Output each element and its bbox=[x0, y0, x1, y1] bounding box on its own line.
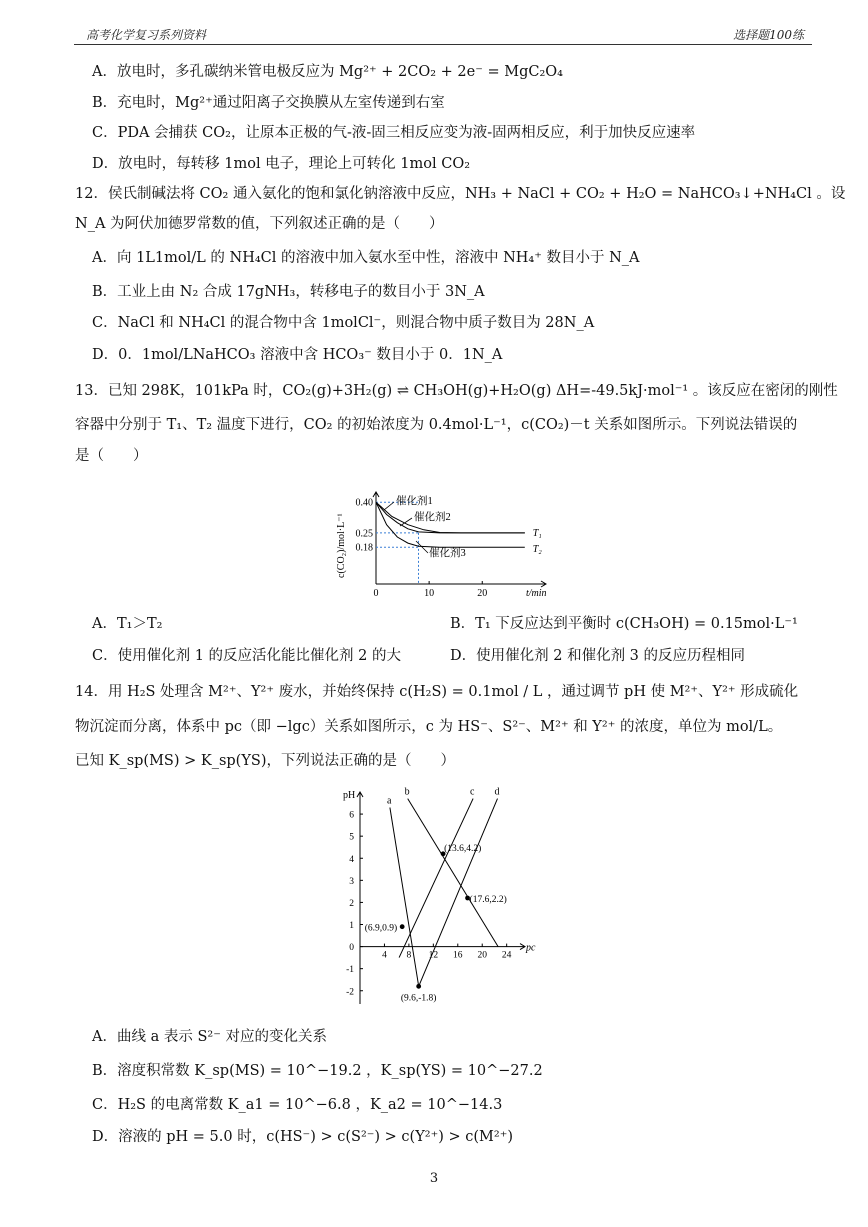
x-tick-label: 20 bbox=[477, 950, 487, 961]
series-label-c: c bbox=[470, 786, 475, 798]
q14-option-d: D．溶液的 pH = 5.0 时，c(HS⁻) > c(S²⁻) > c(Y²⁺) > c(M²⁺) bbox=[92, 1129, 514, 1145]
q12-stem-line2: N_A 为阿伏加德罗常数的值，下列叙述正确的是（ ） bbox=[75, 216, 444, 232]
y-tick-label: 6 bbox=[349, 810, 354, 821]
q11-option-c: C．PDA 会捕获 CO₂，让原本正极的气-液-固三相反应变为液-固两相反应，利于加快反应速率 bbox=[92, 125, 696, 141]
x-tick-label: 16 bbox=[453, 950, 463, 961]
q13-option-a: A．T₁＞T₂ bbox=[92, 616, 163, 632]
q14-option-c: C．H₂S 的电离常数 K_a1 = 10^−6.8 ，K_a2 = 10^−14.3 bbox=[92, 1097, 503, 1113]
point-label: (17.6,2.2) bbox=[469, 895, 507, 905]
q14-chart bbox=[330, 782, 540, 1022]
point-label: (6.9,0.9) bbox=[364, 923, 398, 934]
x-tick-label: 20 bbox=[477, 588, 488, 599]
y-tick-label: 0 bbox=[349, 943, 354, 954]
intersection-point bbox=[400, 924, 405, 929]
q13-chart-svg bbox=[318, 486, 558, 601]
y-tick-label: 5 bbox=[349, 832, 354, 843]
intersection-point bbox=[416, 984, 421, 989]
q13-chart bbox=[318, 486, 558, 605]
q13-option-b: B．T₁ 下反应达到平衡时 c(CH₃OH) = 0.15mol·L⁻¹ bbox=[450, 616, 798, 632]
series-label-b: b bbox=[404, 786, 410, 798]
y-tick-label: 0.18 bbox=[355, 542, 373, 554]
q12-stem-line1: 12．侯氏制碱法将 CO₂ 通入氨化的饱和氯化钠溶液中反应，NH₃ + NaCl + CO₂ + H₂O = NaHCO₃↓+NH₄Cl 。设 bbox=[75, 186, 846, 202]
q13-option-c: C．使用催化剂 1 的反应活化能比催化剂 2 的大 bbox=[92, 648, 401, 664]
series-line-b bbox=[408, 799, 498, 947]
q12-option-c: C．NaCl 和 NH₄Cl 的混合物中含 1molCl⁻，则混合物中质子数目为 28N_A bbox=[92, 315, 595, 331]
q14-stem-line3: 已知 K_sp(MS) > K_sp(YS)，下列说法正确的是（ ） bbox=[75, 753, 456, 769]
q14-option-b: B．溶度积常数 K_sp(MS) = 10^−19.2 ，K_sp(YS) = 10^−27.2 bbox=[92, 1063, 543, 1079]
series-label-d: d bbox=[494, 786, 500, 798]
q14-stem-line1: 14．用 H₂S 处理含 M²⁺、Y²⁺ 废水，并始终保持 c(H₂S) = 0.1mol / L ，通过调节 pH 使 M²⁺、Y²⁺ 形成硫化 bbox=[75, 684, 799, 700]
header-rule bbox=[74, 44, 812, 45]
x-axis-label: t/min bbox=[526, 588, 547, 599]
header-right: 选择题100练 bbox=[733, 28, 804, 42]
x-tick-label: 8 bbox=[406, 950, 412, 961]
x-tick-label: 24 bbox=[501, 950, 512, 961]
series-label-1: 催化剂1 bbox=[396, 496, 433, 507]
x-tick-label: 10 bbox=[424, 588, 435, 599]
series-line-3 bbox=[376, 502, 525, 547]
x-tick-label: 4 bbox=[382, 950, 387, 961]
y-axis-label: c(CO₂)/mol·L⁻¹ bbox=[336, 513, 347, 578]
y-tick-label: 4 bbox=[349, 854, 354, 865]
q14-option-a: A．曲线 a 表示 S²⁻ 对应的变化关系 bbox=[92, 1029, 327, 1045]
point-label: (9.6,-1.8) bbox=[400, 993, 437, 1004]
series-line-a bbox=[390, 808, 419, 987]
q12-option-b: B．工业上由 N₂ 合成 17gNH₃，转移电子的数目小于 3N_A bbox=[92, 284, 485, 300]
x-tick-label: 0 bbox=[373, 588, 379, 599]
y-tick-label: 3 bbox=[349, 876, 354, 887]
y-tick-label: 0.25 bbox=[355, 528, 373, 540]
q13-stem-line1: 13．已知 298K，101kPa 时，CO₂(g)+3H₂(g) ⇌ CH₃OH(g)+H₂O(g) ΔH=-49.5kJ·mol⁻¹ 。该反应在密闭的刚性 bbox=[75, 383, 838, 399]
y-tick-label: 2 bbox=[349, 898, 354, 909]
x-axis-label: pc bbox=[526, 942, 536, 954]
q13-option-d: D．使用催化剂 2 和催化剂 3 的反应历程相同 bbox=[450, 648, 746, 664]
header-left: 高考化学复习系列资料 bbox=[86, 28, 207, 42]
q11-option-b: B．充电时，Mg²⁺通过阳离子交换膜从左室传递到右室 bbox=[92, 95, 445, 111]
q11-option-a: A．放电时，多孔碳纳米管电极反应为 Mg²⁺ + 2CO₂ + 2e⁻ = MgC₂O₄ bbox=[92, 64, 563, 80]
series-line-c bbox=[399, 799, 473, 958]
series-label-3: 催化剂3 bbox=[429, 548, 466, 559]
q12-option-d: D．0．1mol/LNaHCO₃ 溶液中含 HCO₃⁻ 数目小于 0．1N_A bbox=[92, 347, 503, 363]
q12-option-a: A．向 1L1mol/L 的 NH₄Cl 的溶液中加入氨水至中性，溶液中 NH₄⁺ 数目小于 N_A bbox=[92, 250, 640, 266]
point-label: (13.6,4.2) bbox=[444, 843, 482, 854]
curve-label-t1: T₁ bbox=[532, 527, 542, 539]
y-tick-label: -2 bbox=[346, 987, 354, 998]
y-tick-label: 0.40 bbox=[355, 497, 373, 509]
q14-stem-line2: 物沉淀而分离，体系中 pc（即 −lgc）关系如图所示，c 为 HS⁻、S²⁻、M²⁺ 和 Y²⁺ 的浓度，单位为 mol/L。 bbox=[75, 719, 783, 735]
x-tick-label: 12 bbox=[428, 950, 439, 961]
series-label-1-pointer bbox=[384, 502, 394, 510]
y-axis-label: pH bbox=[343, 790, 356, 801]
series-label-a: a bbox=[386, 795, 392, 807]
y-tick-label: -1 bbox=[346, 965, 354, 976]
curve-label-t2: T₂ bbox=[532, 544, 542, 556]
series-label-2: 催化剂2 bbox=[414, 512, 451, 523]
page-number: 3 bbox=[429, 1171, 439, 1186]
q13-stem-line3: 是（ ） bbox=[75, 448, 148, 464]
q14-chart-svg bbox=[330, 782, 540, 1018]
y-tick-label: 1 bbox=[349, 921, 354, 931]
q13-stem-line2: 容器中分别于 T₁、T₂ 温度下进行，CO₂ 的初始浓度为 0.4mol·L⁻¹，c(CO₂)－t 关系如图所示。下列说法错误的 bbox=[75, 417, 798, 433]
q11-option-d: D．放电时，每转移 1mol 电子，理论上可转化 1mol CO₂ bbox=[92, 156, 471, 172]
